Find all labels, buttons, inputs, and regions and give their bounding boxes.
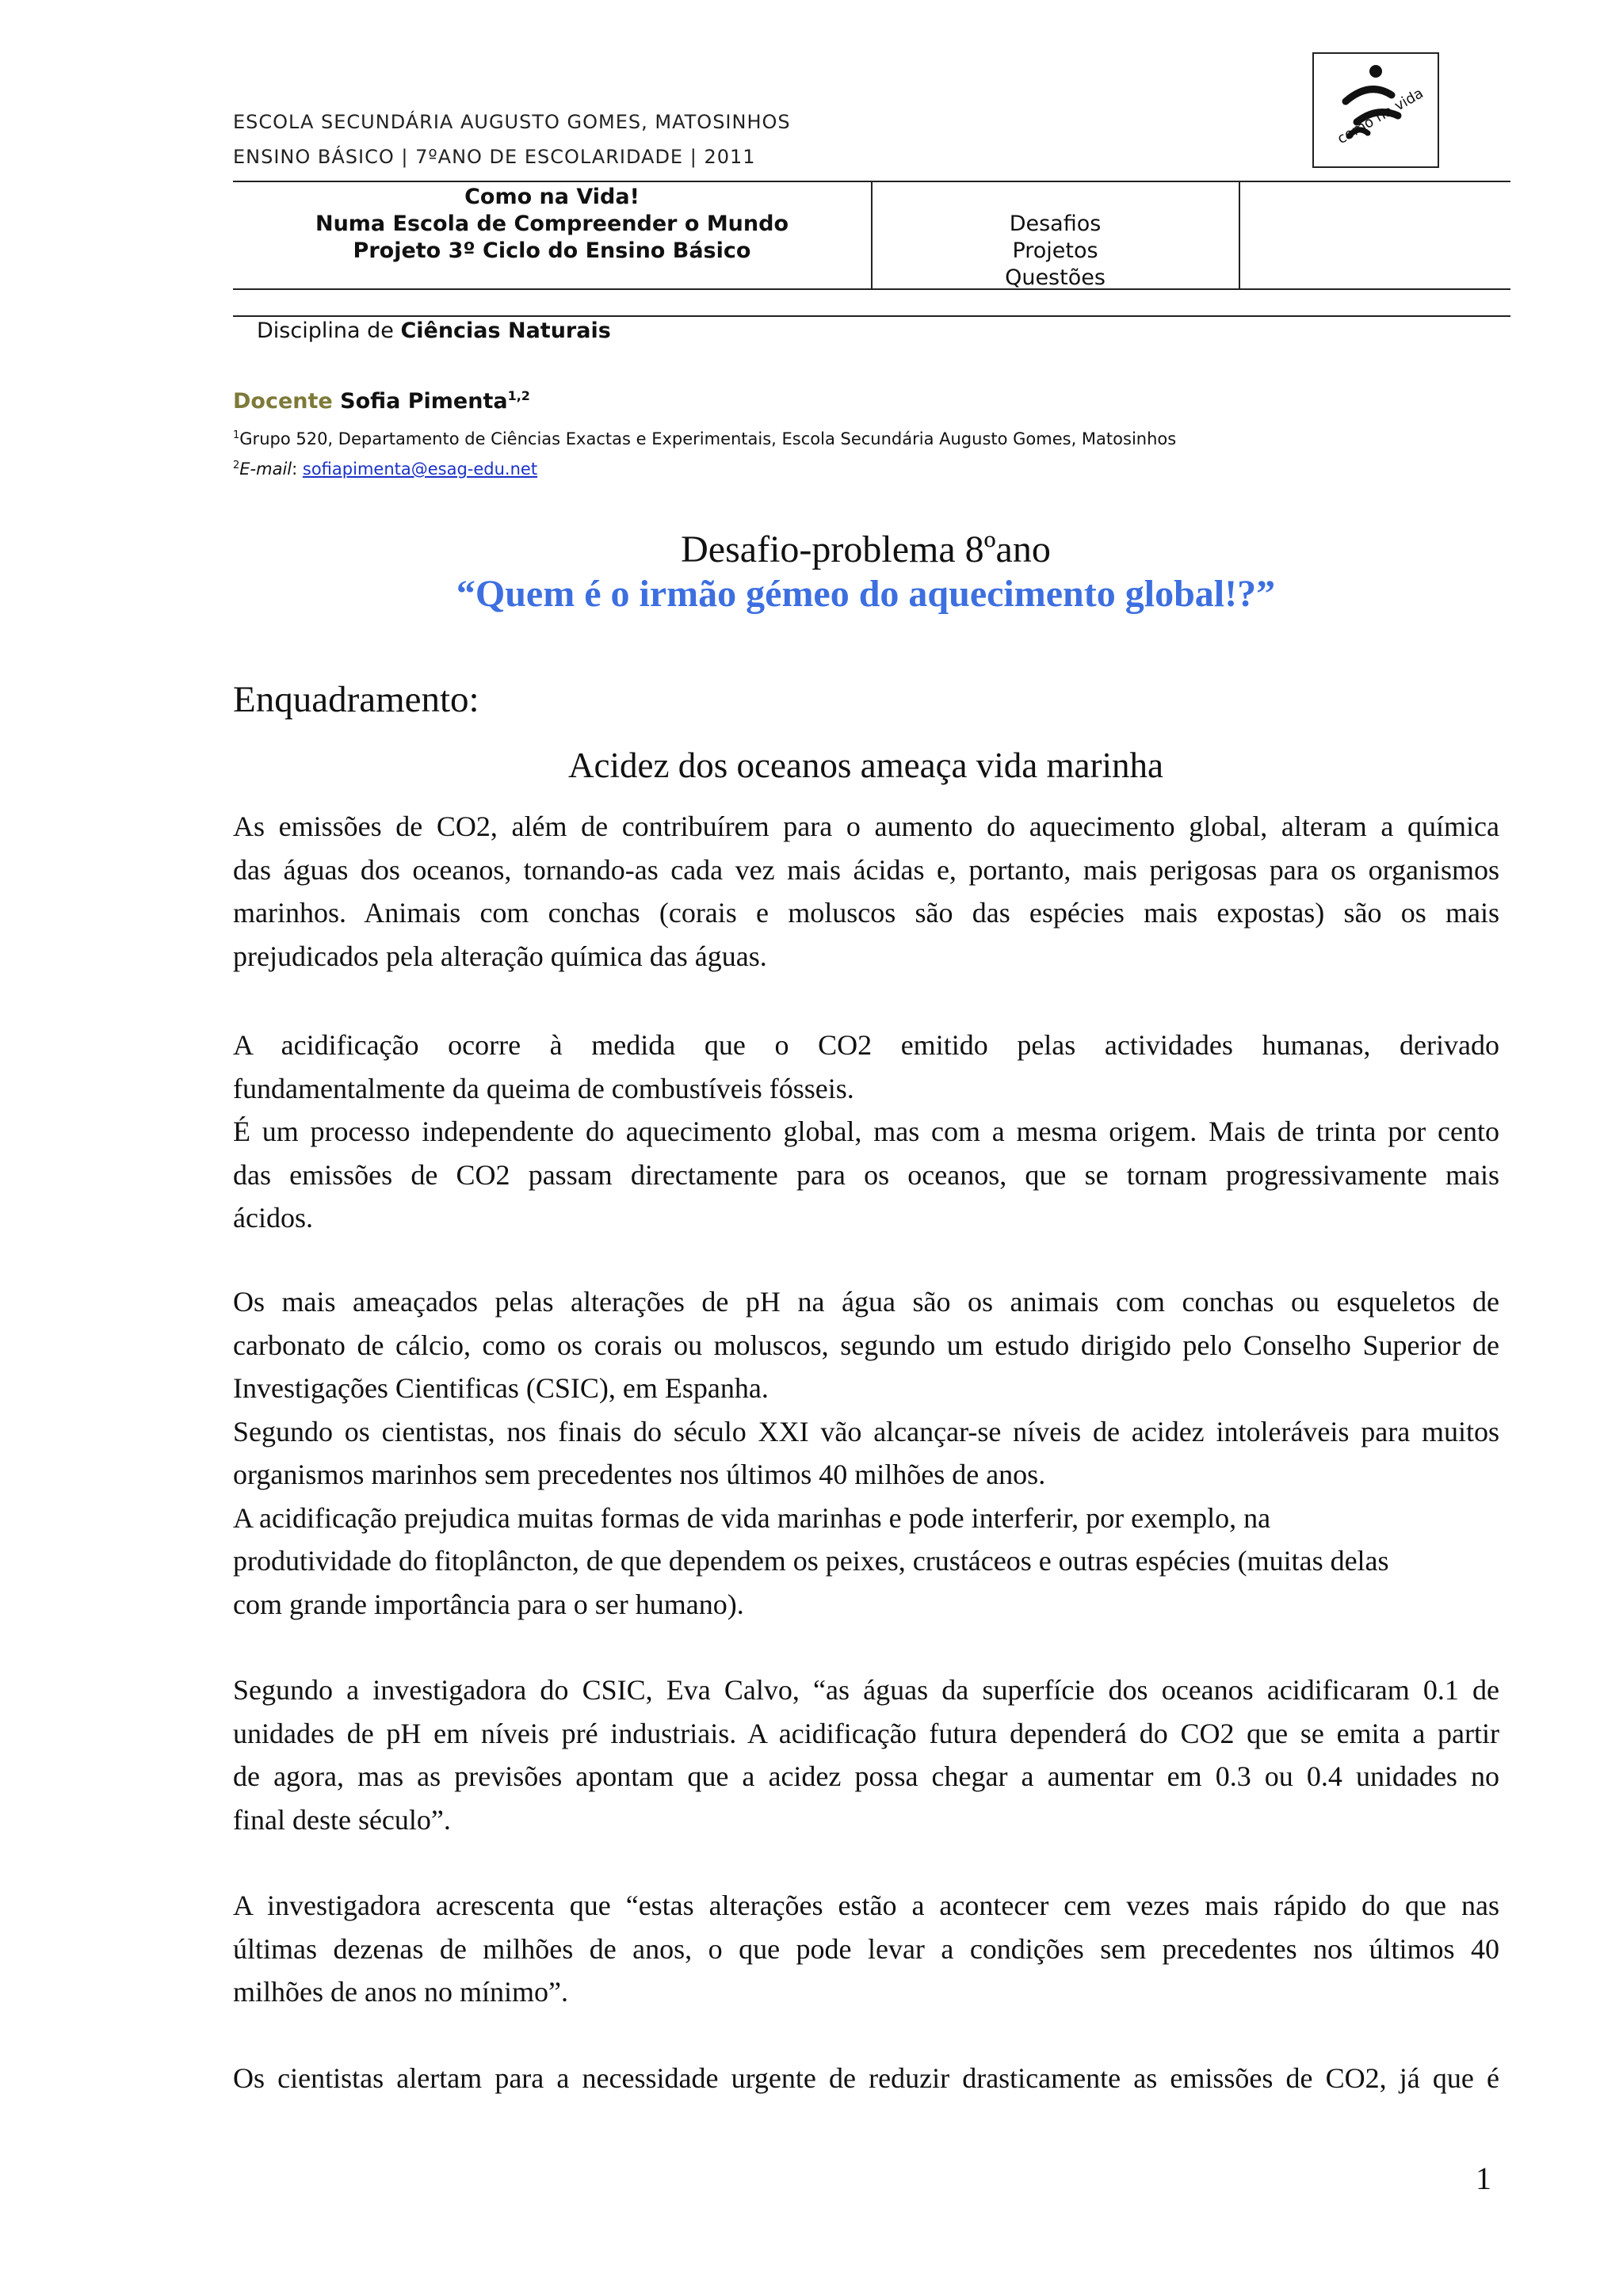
email-line: $^2$E-mail: sofiapimenta@esag-edu.net	[233, 460, 538, 479]
text-line: de agora, mas as previsões apontam que a acidez possa chegar a aumentar em 0.3 ou 0.4 unidades no	[233, 1760, 1499, 1792]
affiliation-text: Grupo 520, Departamento de Ciências Exactas e Experimentais, Escola Secundária Augusto Gomes, Matosinhos	[239, 429, 1177, 448]
project-categories	[872, 211, 1239, 292]
table-divider	[1239, 181, 1240, 289]
text-line: unidades de pH em níveis pré industriais. A acidificação futura dependerá do CO2 que se emita a partir	[233, 1717, 1499, 1749]
text-line: das emissões de CO2 passam directamente para os oceanos, que se tornam progressivamente mais	[233, 1158, 1499, 1191]
article-title: Acidez dos oceanos ameaça vida marinha	[568, 746, 1163, 785]
paragraph	[233, 2057, 1499, 2100]
paragraph	[233, 1669, 1499, 1841]
teacher	[233, 388, 530, 414]
text-line: ácidos.	[233, 1202, 313, 1234]
text-line: Segundo a investigadora do CSIC, Eva Calvo, “as águas da superfície dos oceanos acidificaram 0.1 de	[233, 1674, 1499, 1706]
category-line: Desafios	[1009, 212, 1102, 236]
school-name: ESCOLA SECUNDÁRIA AUGUSTO GOMES, MATOSINHOS	[233, 111, 791, 133]
email-num: 2	[233, 460, 240, 471]
paragraph	[233, 1884, 1499, 2014]
email-label: E-mail	[239, 460, 292, 479]
text-line: Segundo os cientistas, nos finais do século XXI vão alcançar-se níveis de acidez intoleráveis para muitos	[233, 1415, 1499, 1447]
text-line: organismos marinhos sem precedentes nos últimos 40 milhões de anos.	[233, 1459, 1046, 1490]
category-line: Questões	[1005, 265, 1106, 290]
logo	[1312, 52, 1439, 168]
paragraph	[233, 1024, 1499, 1240]
text-line: prejudicados pela alteração química das águas.	[233, 940, 767, 972]
text-line: com grande importância para o ser humano).	[233, 1588, 744, 1620]
teacher-label: Docente	[233, 389, 333, 414]
text-line: A acidificação ocorre à medida que o CO2 emitido pelas actividades humanas, derivado	[233, 1029, 1499, 1061]
section-heading: Enquadramento:	[233, 679, 479, 720]
text-line: final deste século”.	[233, 1803, 451, 1836]
discipline-rule	[233, 315, 1510, 317]
email-link[interactable]: sofiapimenta@esag-edu.net	[302, 460, 538, 479]
text-line: Os cientistas alertam para a necessidade urgente de reduzir drasticamente as emissões de CO2, já que é	[233, 2062, 1499, 2094]
text-line: últimas dezenas de milhões de anos, o que pode levar a condições sem precedentes nos últimos 40	[233, 1932, 1499, 1965]
title-line-1: Desafio-problema 8ºano	[681, 528, 1051, 570]
discipline	[257, 318, 611, 343]
text-line: carbonato de cálcio, como os corais ou moluscos, segundo um estudo dirigido pelo Conselho Superior de	[233, 1329, 1499, 1361]
text-line: fundamentalmente da queima de combustíveis fósseis.	[233, 1072, 854, 1104]
text-line: milhões de anos no mínimo”.	[233, 1976, 568, 2008]
affiliation-num: 1	[233, 429, 240, 441]
project-line: Como na Vida!	[464, 185, 640, 209]
affiliation	[233, 429, 1176, 448]
discipline-name: Ciências Naturais	[400, 318, 611, 343]
category-line: Projetos	[1012, 238, 1098, 263]
logo-text: como na vida	[1335, 85, 1426, 148]
teacher-name: Sofia Pimenta	[340, 389, 508, 414]
project-info	[233, 184, 871, 265]
teacher-sup: 1,2	[507, 388, 530, 403]
project-line: Projeto 3º Ciclo do Ensino Básico	[353, 238, 751, 263]
text-line: das águas dos oceanos, tornando-as cada vez mais ácidas e, portanto, mais perigosas para os organismos	[233, 853, 1499, 886]
text-line: As emissões de CO2, além de contribuírem para o aumento do aquecimento global, alteram a química	[233, 810, 1499, 842]
text-line: Investigações Cientificas (CSIC), em Espanha.	[233, 1372, 769, 1404]
text-line: É um processo independente do aquecimento global, mas com a mesma origem. Mais de trinta por cento	[233, 1116, 1499, 1147]
school-level: ENSINO BÁSICO | 7ºANO DE ESCOLARIDADE | 2011	[233, 146, 756, 168]
paragraph	[233, 1280, 1499, 1626]
discipline-prefix: Disciplina de	[257, 318, 394, 343]
text-line: A investigadora acrescenta que “estas alterações estão a acontecer cem vezes mais rápido do que nas	[233, 1890, 1499, 1921]
project-line: Numa Escola de Compreender o Mundo	[315, 212, 789, 236]
text-line: Os mais ameaçados pelas alterações de pH na água são os animais com conchas ou esqueletos de	[233, 1286, 1499, 1318]
text-line: produtividade do fitoplâncton, de que dependem os peixes, crustáceos e outras espécies (muitas delas	[233, 1545, 1389, 1577]
text-line: marinhos. Animais com conchas (corais e moluscos são das espécies mais expostas) são os mais	[233, 897, 1499, 929]
title-line-2: “Quem é o irmão gémeo do aquecimento global!?”	[456, 573, 1276, 615]
paragraph	[233, 805, 1499, 978]
page-number: 1	[1476, 2161, 1491, 2196]
text-line: A acidificação prejudica muitas formas de vida marinhas e pode interferir, por exemplo, na	[233, 1501, 1271, 1534]
